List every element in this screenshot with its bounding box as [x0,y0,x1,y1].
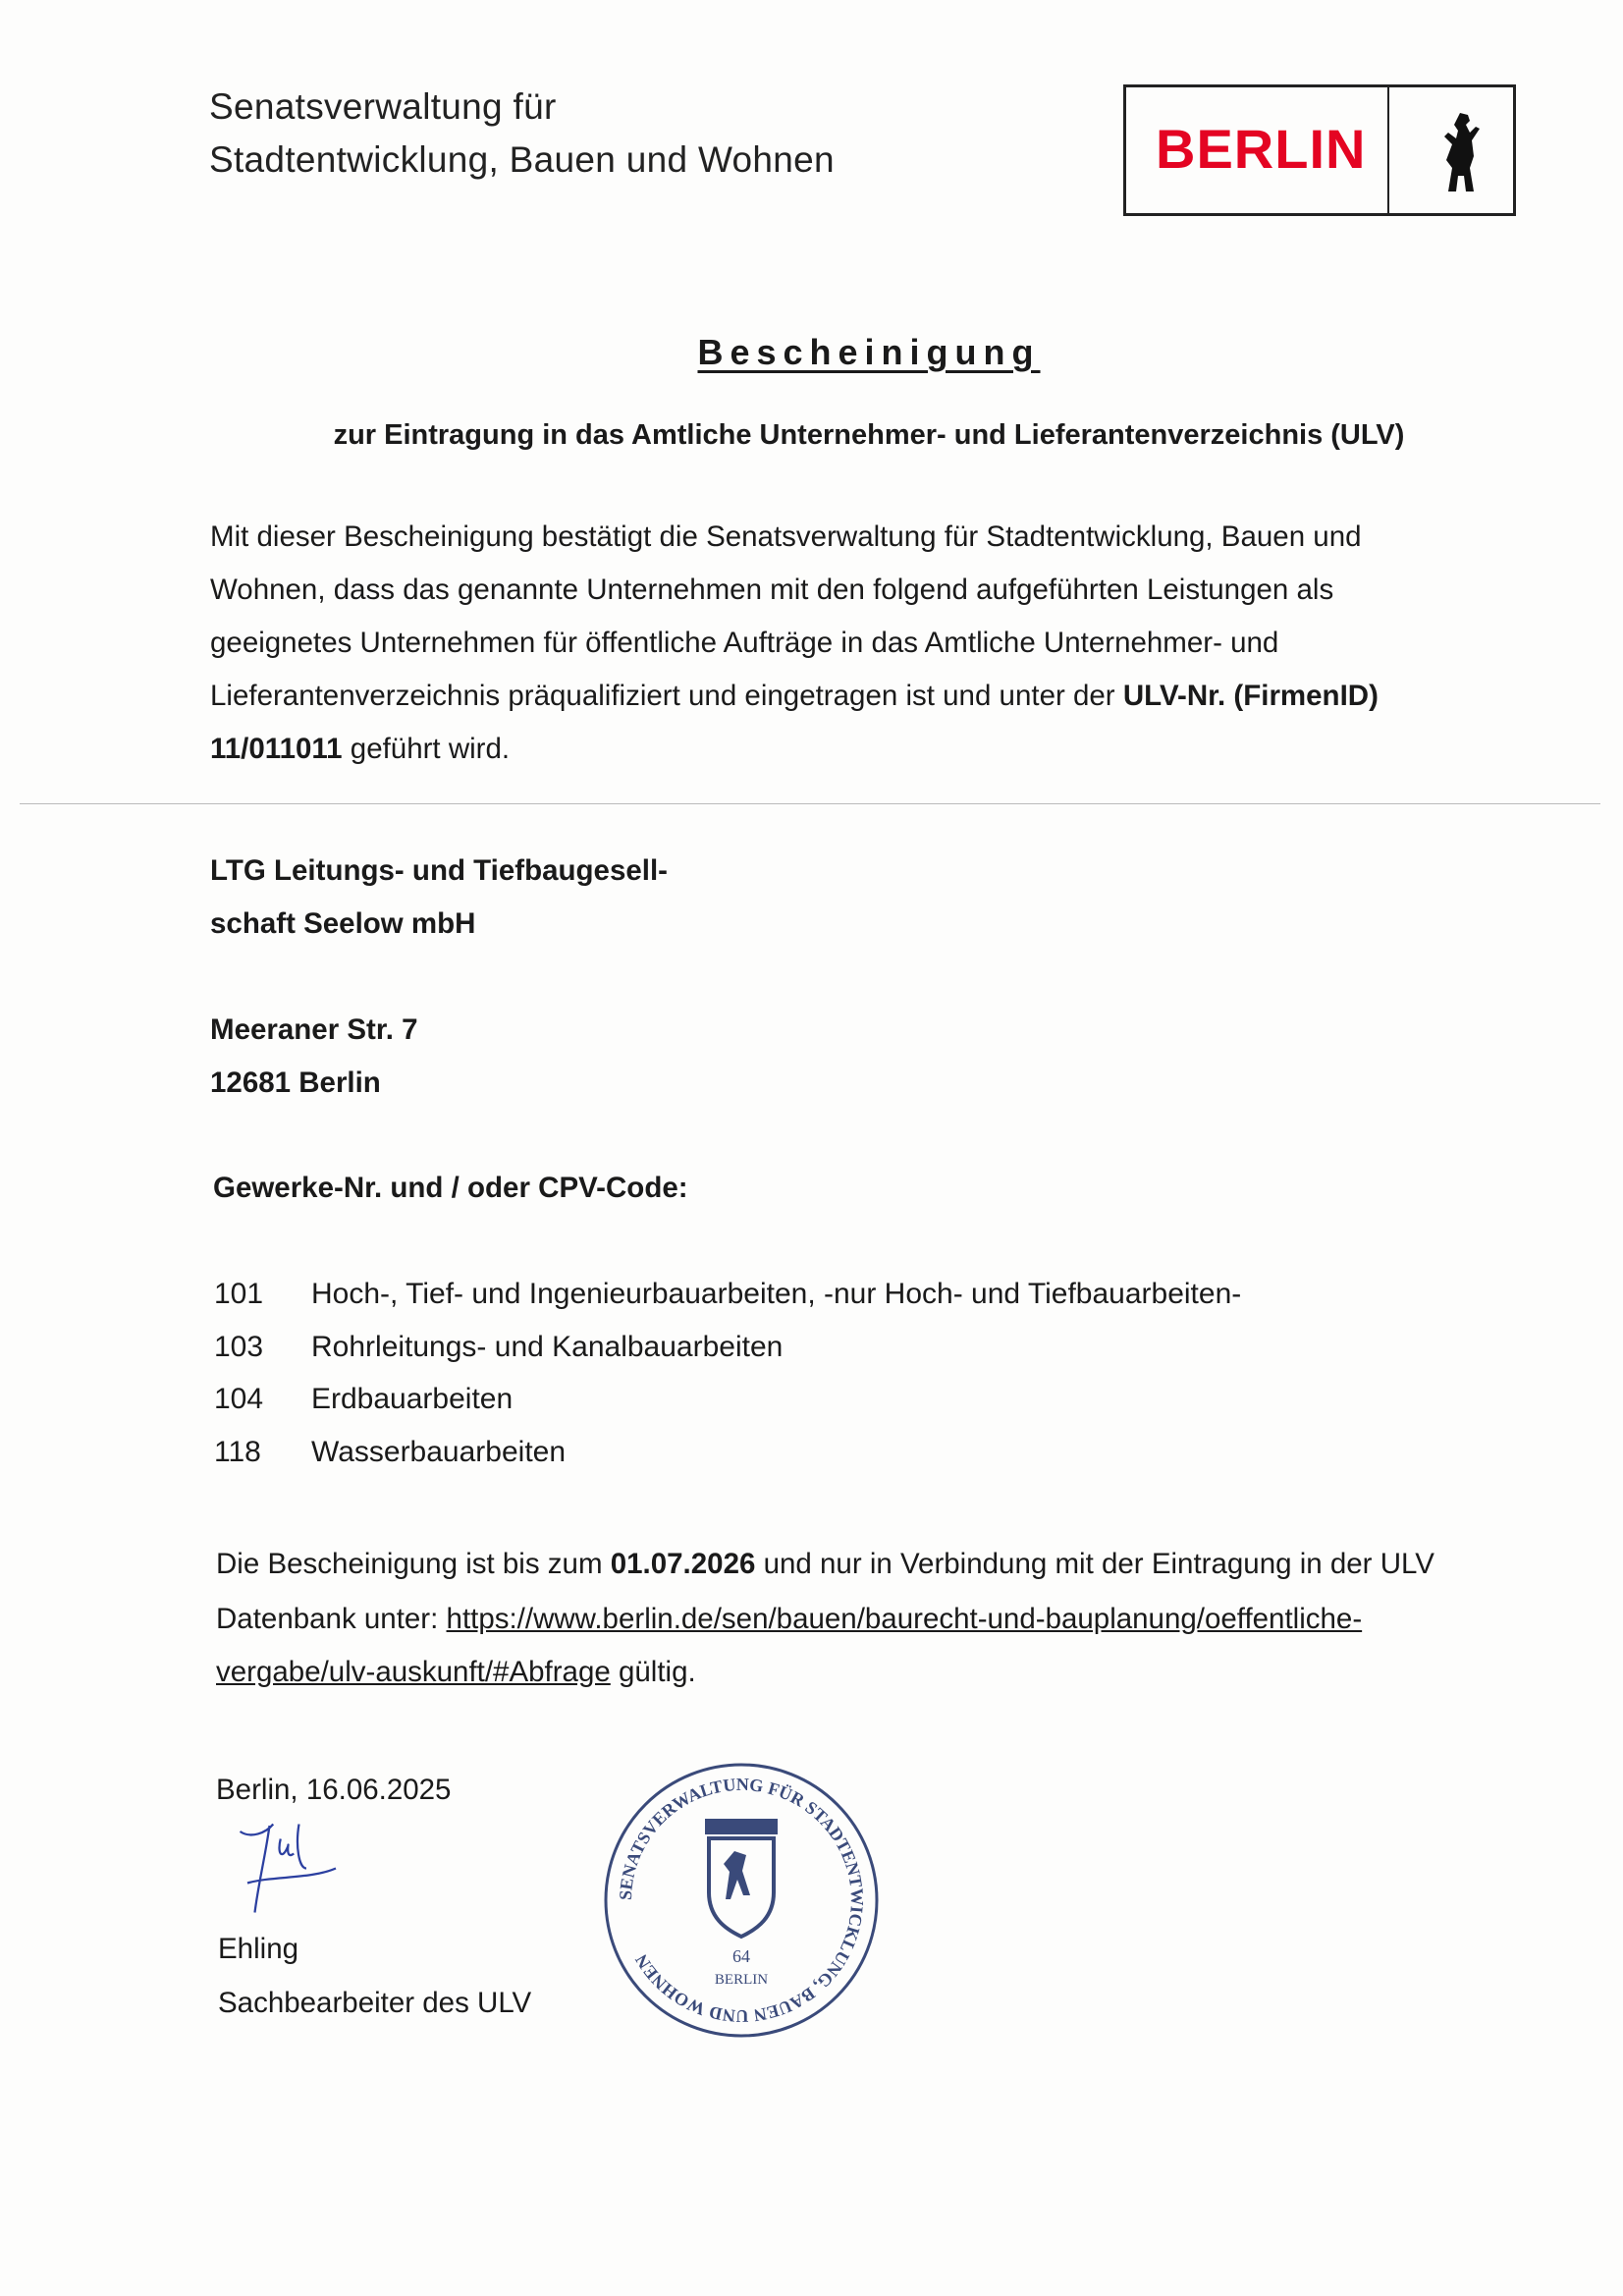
berlin-logo [1123,84,1516,216]
signatory-name: Ehling [218,1933,299,1965]
company-name-line2: schaft Seelow mbH [210,907,476,940]
document-subtitle: zur Eintragung in das Amtliche Unternehmer- und Lieferantenverzeichnis (ULV) [333,419,1405,451]
company-street: Meeraner Str. 7 [210,1013,418,1046]
intro-line-4 [210,670,1379,723]
place-date: Berlin, 16.06.2025 [216,1774,452,1806]
validity-line-1 [216,1538,1434,1591]
ulv-label: ULV-Nr. (FirmenID) [1122,680,1379,712]
valid-until-date: 01.07.2026 [610,1548,756,1580]
trade-label: Erdbauarbeiten [311,1383,514,1415]
validity-text: gültig. [618,1656,696,1688]
validity-text: und nur in Verbindung mit der Eintragung in der ULV [763,1548,1434,1580]
stamp-ring-text: SENATSVERWALTUNG FÜR STADTENTWICKLUNG, BAUEN UND WOHNEN [615,1774,868,2027]
ulv-url-link-continued[interactable]: vergabe/ulv-auskunft/#Abfrage [216,1656,611,1688]
validity-text: Die Bescheinigung ist bis zum [216,1548,603,1580]
svg-text:SENATSVERWALTUNG FÜR STADTENTW [616,1775,867,2026]
intro-text: Lieferantenverzeichnis präqualifiziert und eingetragen ist und unter der [210,680,1115,712]
intro-line-2: Wohnen, dass das genannte Unternehmen mit den folgend aufgeführten Leistungen als [210,574,1334,606]
intro-line-3: geeignetes Unternehmen für öffentliche Aufträge in das Amtliche Unternehmer- und [210,627,1279,659]
intro-end: geführt wird. [350,733,511,765]
trade-label: Hoch-, Tief- und Ingenieurbauarbeiten, -nur Hoch- und Tiefbauarbeiten- [311,1278,1242,1310]
scan-artifact-line [20,803,1600,804]
handwritten-signature [218,1817,365,1920]
ulv-url-link[interactable]: https://www.berlin.de/sen/bauen/baurecht-und-bauplanung/oeffentliche- [446,1603,1363,1635]
stamp-number: 64 [732,1946,750,1966]
signatory-role: Sachbearbeiter des ULV [218,1987,532,2019]
berlin-bear-icon [1421,109,1499,197]
company-name-line1: LTG Leitungs- und Tiefbaugesell- [210,854,668,887]
stamp-city: BERLIN [714,1972,769,1988]
logo-divider [1387,87,1389,213]
ulv-number: 11/011011 [210,733,343,765]
authority-name-line2: Stadtentwicklung, Bauen und Wohnen [209,139,835,180]
validity-line-3 [216,1646,696,1699]
intro-line-1: Mit dieser Bescheinigung bestätigt die Senatsverwaltung für Stadtentwicklung, Bauen und [210,520,1362,553]
official-seal-stamp [599,1758,884,2043]
company-city: 12681 Berlin [210,1066,381,1099]
trades-heading: Gewerke-Nr. und / oder CPV-Code: [213,1172,688,1204]
trade-label: Wasserbauarbeiten [311,1436,567,1468]
validity-line-2 [216,1593,1362,1646]
authority-name-line1: Senatsverwaltung für [209,86,557,127]
document-title: Bescheinigung [697,332,1041,372]
trade-label: Rohrleitungs- und Kanalbauarbeiten [311,1331,784,1363]
trade-code: 104 [214,1383,264,1415]
trade-code: 118 [214,1436,261,1468]
trade-code: 101 [214,1278,264,1310]
logo-text: BERLIN [1156,118,1367,180]
intro-line-5 [210,723,510,776]
trade-code: 103 [214,1331,264,1363]
validity-text: Datenbank unter: [216,1603,439,1635]
